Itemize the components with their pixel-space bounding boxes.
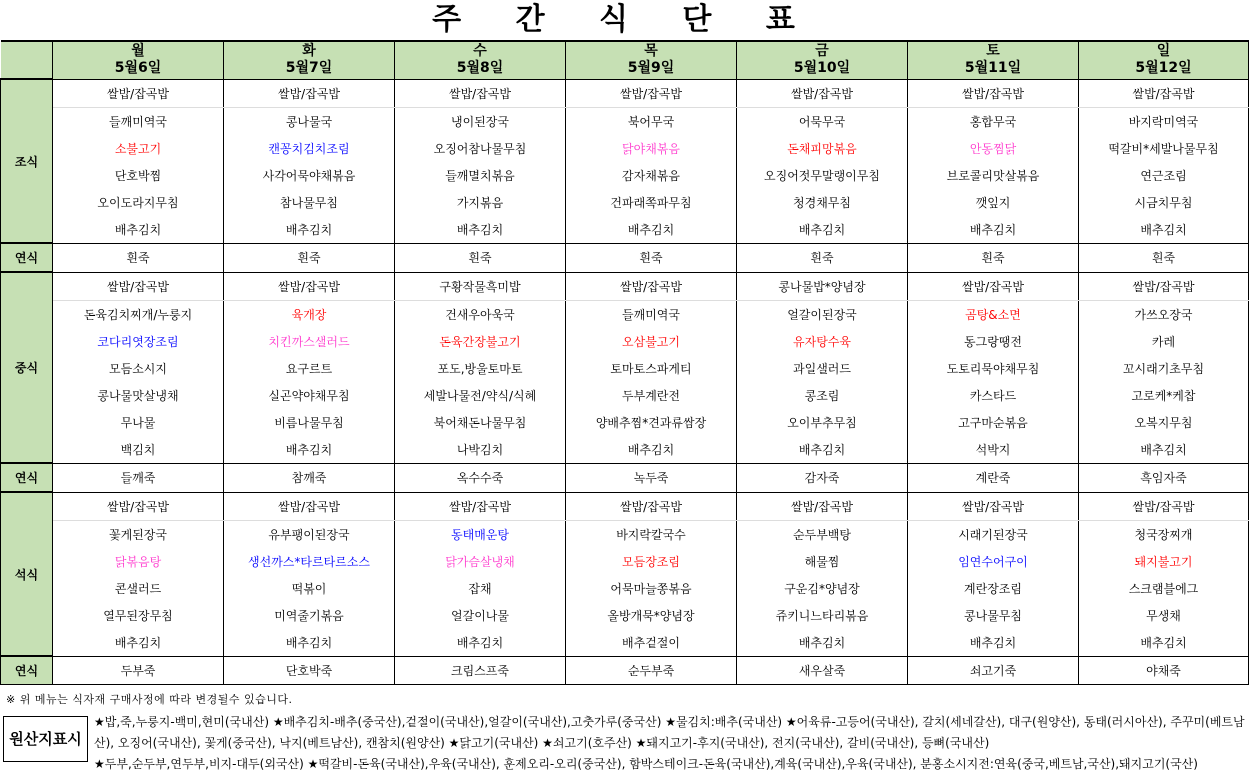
snack-item: 흰죽 xyxy=(908,243,1079,272)
snack-item: 흰죽 xyxy=(224,243,395,272)
menu-item: 콩나물국 xyxy=(224,107,395,135)
corner-cell xyxy=(1,41,53,79)
menu-item: 배추겉절이 xyxy=(566,629,737,657)
day-header-row xyxy=(1,41,1249,79)
menu-item: 바지락미역국 xyxy=(1079,107,1249,135)
origin-label: 원산지표시 xyxy=(3,716,88,762)
menu-item: 쌀밥/잡곡밥 xyxy=(53,272,224,300)
menu-item: 유자탕수육 xyxy=(737,328,908,355)
day-name: 목 xyxy=(644,43,658,60)
menu-item: 가지볶음 xyxy=(395,189,566,216)
menu-item: 쌀밥/잡곡밥 xyxy=(395,492,566,520)
menu-item: 브로콜리맛살볶음 xyxy=(908,162,1079,189)
day-date: 5월10일 xyxy=(793,60,851,77)
meal-label: 중식 xyxy=(1,272,53,463)
menu-item: 깻잎지 xyxy=(908,189,1079,216)
meal-label: 조식 xyxy=(1,79,53,243)
day-header-3 xyxy=(566,41,737,79)
menu-item: 도토리묵야채무침 xyxy=(908,355,1079,382)
menu-item: 토마토스파게티 xyxy=(566,355,737,382)
weekly-menu-table xyxy=(0,40,1249,685)
menu-item: 돈육간장불고기 xyxy=(395,328,566,355)
menu-item: 쌀밥/잡곡밥 xyxy=(566,272,737,300)
menu-body xyxy=(1,79,1249,685)
menu-item: 얼갈이나물 xyxy=(395,602,566,629)
menu-item: 육개장 xyxy=(224,300,395,328)
menu-row xyxy=(1,575,1249,602)
snack-label: 연식 xyxy=(1,463,53,492)
menu-item: 들깨미역국 xyxy=(53,107,224,135)
menu-item: 구운김*양념장 xyxy=(737,575,908,602)
snack-item: 순두부죽 xyxy=(566,656,737,685)
menu-item: 배추김치 xyxy=(224,436,395,464)
menu-row xyxy=(1,492,1249,520)
day-header-0 xyxy=(53,41,224,79)
menu-item: 쌀밥/잡곡밥 xyxy=(566,79,737,107)
snack-item: 흰죽 xyxy=(395,243,566,272)
menu-row xyxy=(1,216,1249,244)
menu-item: 배추김치 xyxy=(908,629,1079,657)
menu-item: 고구마순볶음 xyxy=(908,409,1079,436)
menu-item: 떡갈비*세발나물무침 xyxy=(1079,135,1249,162)
menu-item: 연근조림 xyxy=(1079,162,1249,189)
day-date: 5월9일 xyxy=(627,60,675,77)
snack-item: 녹두죽 xyxy=(566,463,737,492)
menu-item: 가쓰오장국 xyxy=(1079,300,1249,328)
snack-item: 참깨죽 xyxy=(224,463,395,492)
menu-item: 청국장찌개 xyxy=(1079,520,1249,548)
menu-item: 배추김치 xyxy=(1079,629,1249,657)
menu-row xyxy=(1,602,1249,629)
menu-item: 닭야채볶음 xyxy=(566,135,737,162)
menu-item: 양배추찜*견과류쌈장 xyxy=(566,409,737,436)
menu-item: 참나물무침 xyxy=(224,189,395,216)
menu-row xyxy=(1,355,1249,382)
snack-label: 연식 xyxy=(1,243,53,272)
menu-item: 콘샐러드 xyxy=(53,575,224,602)
day-header-2 xyxy=(395,41,566,79)
menu-item: 계란장조림 xyxy=(908,575,1079,602)
snack-item: 흰죽 xyxy=(1079,243,1249,272)
menu-item: 북어무국 xyxy=(566,107,737,135)
menu-item: 배추김치 xyxy=(53,216,224,244)
snack-item: 흰죽 xyxy=(53,243,224,272)
snack-item: 흑임자죽 xyxy=(1079,463,1249,492)
origin-line-2: ★두부,순두부,연두부,비지-대두(외국산) ★떡갈비-돈육(국내산),우육(국내산), 훈제오리-오리(중국산), 함박스테이크-돈육(국내산),계육(국내산),우육(국내산), 분홍소시지전:연육(중국,베트남,국산),돼지고기(국산) xyxy=(94,757,1198,771)
snack-item: 새우살죽 xyxy=(737,656,908,685)
snack-item: 두부죽 xyxy=(53,656,224,685)
snack-item: 단호박죽 xyxy=(224,656,395,685)
menu-item: 쌀밥/잡곡밥 xyxy=(53,79,224,107)
menu-item: 배추김치 xyxy=(737,629,908,657)
day-date: 5월7일 xyxy=(285,60,333,77)
menu-item: 무나물 xyxy=(53,409,224,436)
snack-item: 계란죽 xyxy=(908,463,1079,492)
menu-item: 건새우아욱국 xyxy=(395,300,566,328)
day-date: 5월11일 xyxy=(964,60,1022,77)
menu-item: 동태매운탕 xyxy=(395,520,566,548)
menu-item: 무생채 xyxy=(1079,602,1249,629)
menu-item: 모듬장조림 xyxy=(566,548,737,575)
menu-item: 소불고기 xyxy=(53,135,224,162)
menu-item: 순두부백탕 xyxy=(737,520,908,548)
menu-item: 유부팽이된장국 xyxy=(224,520,395,548)
menu-item: 콩조림 xyxy=(737,382,908,409)
menu-item: 쌀밥/잡곡밥 xyxy=(224,492,395,520)
menu-item: 배추김치 xyxy=(224,216,395,244)
menu-item: 오징어젓무말랭이무침 xyxy=(737,162,908,189)
menu-item: 닭가슴살냉채 xyxy=(395,548,566,575)
day-name: 토 xyxy=(986,43,1000,60)
menu-item: 올방개묵*양념장 xyxy=(566,602,737,629)
day-date: 5월6일 xyxy=(114,60,162,77)
day-name: 화 xyxy=(302,43,316,60)
menu-row xyxy=(1,382,1249,409)
menu-item: 떡볶이 xyxy=(224,575,395,602)
menu-item: 어묵마늘쫑볶음 xyxy=(566,575,737,602)
menu-item: 돼지불고기 xyxy=(1079,548,1249,575)
menu-item: 임연수어구이 xyxy=(908,548,1079,575)
menu-item: 스크램블에그 xyxy=(1079,575,1249,602)
menu-row xyxy=(1,300,1249,328)
menu-item: 두부계란전 xyxy=(566,382,737,409)
menu-item: 캔꽁치김치조림 xyxy=(224,135,395,162)
day-header-5 xyxy=(908,41,1079,79)
menu-item: 콩나물무침 xyxy=(908,602,1079,629)
menu-item: 세발나물전/약식/식혜 xyxy=(395,382,566,409)
page-title: 주 간 식 단 표 xyxy=(432,2,817,37)
day-name: 일 xyxy=(1156,43,1171,60)
menu-item: 과일샐러드 xyxy=(737,355,908,382)
menu-item: 쌀밥/잡곡밥 xyxy=(737,79,908,107)
menu-item: 시금치무침 xyxy=(1079,189,1249,216)
menu-item: 안동찜닭 xyxy=(908,135,1079,162)
menu-item: 치킨까스샐러드 xyxy=(224,328,395,355)
menu-item: 들깨미역국 xyxy=(566,300,737,328)
menu-change-note: ※ 위 메뉴는 식자재 구매사정에 따라 변경될수 있습니다. xyxy=(6,693,293,706)
menu-item: 배추김치 xyxy=(737,436,908,464)
menu-row xyxy=(1,135,1249,162)
menu-item: 오이부추무침 xyxy=(737,409,908,436)
menu-item: 포도,방울토마토 xyxy=(395,355,566,382)
day-header-1 xyxy=(224,41,395,79)
menu-row xyxy=(1,548,1249,575)
menu-item: 사각어묵야채볶음 xyxy=(224,162,395,189)
menu-row xyxy=(1,79,1249,107)
menu-item: 카스타드 xyxy=(908,382,1079,409)
menu-item: 감자채볶음 xyxy=(566,162,737,189)
snack-item: 야채죽 xyxy=(1079,656,1249,685)
meal-label: 석식 xyxy=(1,492,53,656)
snack-label: 연식 xyxy=(1,656,53,685)
menu-item: 동그랑땡전 xyxy=(908,328,1079,355)
day-date: 5월8일 xyxy=(456,60,504,77)
snack-item: 옥수수죽 xyxy=(395,463,566,492)
menu-item: 배추김치 xyxy=(1079,216,1249,244)
menu-item: 쌀밥/잡곡밥 xyxy=(908,79,1079,107)
menu-item: 배추김치 xyxy=(737,216,908,244)
day-header-6 xyxy=(1079,41,1249,79)
menu-item: 배추김치 xyxy=(224,629,395,657)
origin-line-1: ★밥,죽,누룽지-백미,현미(국내산) ★배추김치-배추(중국산),겉절이(국내산),얼갈이(국내산),고춧가루(중국산) ★물김치:배추(국내산) ★어육류-고등어(국내산), 갈치(세네갈산), 대구(원양산), 동태(러시아산), 주꾸미(베트남산), 오징어(국내산), 꽃게(중국산), 낙지(베트남산), 캔참치(원양산) ★닭고기(국내산) ★쇠고기(호주산) ★돼지고기-후지(국내산), 전지(국내산), 갈비(국내산), 등뼈(국내산) xyxy=(94,715,1245,750)
snack-row xyxy=(1,243,1249,272)
menu-item: 쌀밥/잡곡밥 xyxy=(224,272,395,300)
menu-item: 돈채피망볶음 xyxy=(737,135,908,162)
menu-row xyxy=(1,189,1249,216)
menu-item: 모듬소시지 xyxy=(53,355,224,382)
menu-item: 고로케*케찹 xyxy=(1079,382,1249,409)
menu-item: 배추김치 xyxy=(908,216,1079,244)
menu-item: 오복지무침 xyxy=(1079,409,1249,436)
menu-item: 배추김치 xyxy=(53,629,224,657)
day-header-4 xyxy=(737,41,908,79)
origin-info xyxy=(94,712,1246,775)
menu-item: 쌀밥/잡곡밥 xyxy=(1079,492,1249,520)
menu-item: 건파래쪽파무침 xyxy=(566,189,737,216)
menu-item: 생선까스*타르타르소스 xyxy=(224,548,395,575)
menu-item: 배추김치 xyxy=(1079,436,1249,464)
menu-item: 콩나물밥*양념장 xyxy=(737,272,908,300)
menu-item: 냉이된장국 xyxy=(395,107,566,135)
menu-item: 석박지 xyxy=(908,436,1079,464)
menu-item: 열무된장무침 xyxy=(53,602,224,629)
menu-item: 코다리엿장조림 xyxy=(53,328,224,355)
menu-item: 배추김치 xyxy=(395,216,566,244)
menu-item: 쌀밥/잡곡밥 xyxy=(908,492,1079,520)
day-name: 수 xyxy=(473,43,487,60)
menu-item: 쌀밥/잡곡밥 xyxy=(53,492,224,520)
menu-item: 오삼불고기 xyxy=(566,328,737,355)
menu-item: 단호박찜 xyxy=(53,162,224,189)
menu-item: 쌀밥/잡곡밥 xyxy=(1079,272,1249,300)
menu-item: 얼갈이된장국 xyxy=(737,300,908,328)
menu-item: 바지락칼국수 xyxy=(566,520,737,548)
menu-item: 백김치 xyxy=(53,436,224,464)
menu-item: 곰탕&소면 xyxy=(908,300,1079,328)
menu-row xyxy=(1,436,1249,464)
menu-row xyxy=(1,272,1249,300)
menu-item: 오이도라지무침 xyxy=(53,189,224,216)
menu-item: 꽃게된장국 xyxy=(53,520,224,548)
menu-item: 쌀밥/잡곡밥 xyxy=(395,79,566,107)
menu-item: 어묵무국 xyxy=(737,107,908,135)
menu-row xyxy=(1,520,1249,548)
menu-item: 북어채돈나물무침 xyxy=(395,409,566,436)
menu-item: 미역줄기볶음 xyxy=(224,602,395,629)
snack-item: 크림스프죽 xyxy=(395,656,566,685)
snack-row xyxy=(1,656,1249,685)
day-date: 5월12일 xyxy=(1135,60,1192,77)
day-name: 금 xyxy=(815,43,829,60)
menu-item: 들깨멸치볶음 xyxy=(395,162,566,189)
snack-item: 흰죽 xyxy=(566,243,737,272)
menu-row xyxy=(1,409,1249,436)
menu-item: 요구르트 xyxy=(224,355,395,382)
menu-item: 돈육김치찌개/누룽지 xyxy=(53,300,224,328)
snack-item: 쇠고기죽 xyxy=(908,656,1079,685)
menu-item: 배추김치 xyxy=(395,629,566,657)
menu-item: 쌀밥/잡곡밥 xyxy=(1079,79,1249,107)
menu-item: 잡채 xyxy=(395,575,566,602)
snack-item: 들깨죽 xyxy=(53,463,224,492)
menu-item: 쌀밥/잡곡밥 xyxy=(737,492,908,520)
menu-item: 쌀밥/잡곡밥 xyxy=(908,272,1079,300)
menu-item: 쌀밥/잡곡밥 xyxy=(224,79,395,107)
menu-row xyxy=(1,107,1249,135)
menu-item: 배추김치 xyxy=(566,436,737,464)
menu-item: 쌀밥/잡곡밥 xyxy=(566,492,737,520)
menu-item: 해물찜 xyxy=(737,548,908,575)
snack-item: 흰죽 xyxy=(737,243,908,272)
menu-item: 홍합무국 xyxy=(908,107,1079,135)
snack-item: 감자죽 xyxy=(737,463,908,492)
menu-item: 꼬시래기초무침 xyxy=(1079,355,1249,382)
menu-item: 구황작물흑미밥 xyxy=(395,272,566,300)
menu-item: 배추김치 xyxy=(566,216,737,244)
snack-row xyxy=(1,463,1249,492)
menu-item: 카레 xyxy=(1079,328,1249,355)
menu-item: 시래기된장국 xyxy=(908,520,1079,548)
day-name: 월 xyxy=(131,43,145,60)
menu-row xyxy=(1,162,1249,189)
menu-item: 닭볶음탕 xyxy=(53,548,224,575)
menu-item: 실곤약야채무침 xyxy=(224,382,395,409)
menu-item: 나박김치 xyxy=(395,436,566,464)
menu-item: 비름나물무침 xyxy=(224,409,395,436)
menu-row xyxy=(1,328,1249,355)
menu-item: 오징어참나물무침 xyxy=(395,135,566,162)
menu-item: 쥬키니느타리볶음 xyxy=(737,602,908,629)
menu-item: 콩나물맛살냉채 xyxy=(53,382,224,409)
menu-row xyxy=(1,629,1249,657)
menu-item: 청경채무침 xyxy=(737,189,908,216)
